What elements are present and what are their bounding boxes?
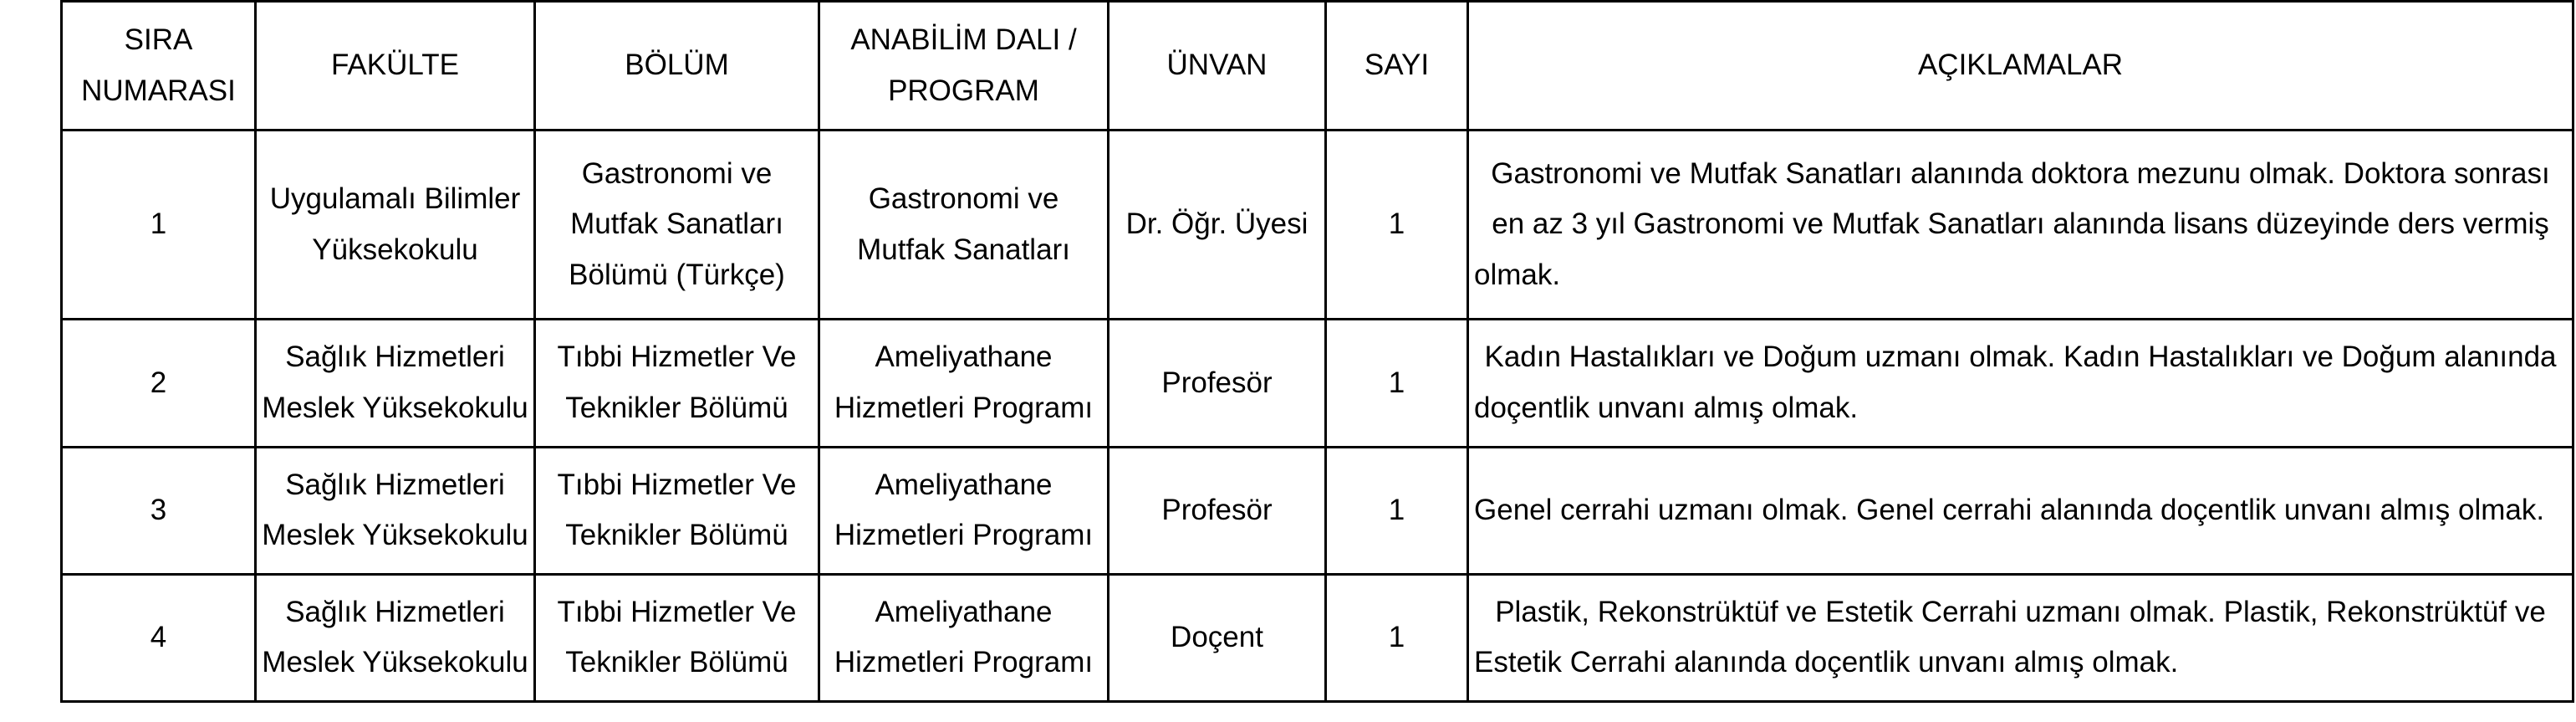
- cell-bolum: Tıbbi Hizmetler Ve Teknikler Bölümü: [535, 447, 819, 574]
- cell-aciklama: Gastronomi ve Mutfak Sanatları alanında doktora mezunu olmak. Doktora sonrası en az 3 yıl Gastronomi ve Mutfak Sanatları alanında lisans düzeyinde ders vermiş olmak.: [1468, 131, 2573, 320]
- header-sayi: SAYI: [1326, 2, 1468, 131]
- cell-fakulte: Sağlık Hizmetleri Meslek Yüksekokulu: [256, 320, 535, 447]
- cell-sayi: 1: [1326, 131, 1468, 320]
- cell-sira: 2: [62, 320, 256, 447]
- header-anabilim-dali-program: ANABİLİM DALI / PROGRAM: [819, 2, 1109, 131]
- cell-bolum: Gastronomi ve Mutfak Sanatları Bölümü (Türkçe): [535, 131, 819, 320]
- table-row: [62, 574, 2573, 701]
- table-row: [62, 320, 2573, 447]
- cell-unvan: Dr. Öğr. Üyesi: [1109, 131, 1326, 320]
- cell-sayi: 1: [1326, 574, 1468, 701]
- cell-sayi: 1: [1326, 447, 1468, 574]
- cell-aciklama: Plastik, Rekonstrüktüf ve Estetik Cerrahi uzmanı olmak. Plastik, Rekonstrüktüf ve Estetik Cerrahi alanında doçentlik unvanı almış olmak.: [1468, 574, 2573, 701]
- cell-fakulte: Uygulamalı Bilimler Yüksekokulu: [256, 131, 535, 320]
- table-row: [62, 447, 2573, 574]
- cell-anabilim: Ameliyathane Hizmetleri Programı: [819, 320, 1109, 447]
- cell-anabilim: Gastronomi ve Mutfak Sanatları: [819, 131, 1109, 320]
- cell-aciklama: Kadın Hastalıkları ve Doğum uzmanı olmak. Kadın Hastalıkları ve Doğum alanında doçentlik unvanı almış olmak.: [1468, 320, 2573, 447]
- header-fakulte: FAKÜLTE: [256, 2, 535, 131]
- header-aciklamalar: AÇIKLAMALAR: [1468, 2, 2573, 131]
- table-row: [62, 131, 2573, 320]
- header-unvan: ÜNVAN: [1109, 2, 1326, 131]
- cell-unvan: Profesör: [1109, 320, 1326, 447]
- header-bolum: BÖLÜM: [535, 2, 819, 131]
- cell-aciklama: Genel cerrahi uzmanı olmak. Genel cerrahi alanında doçentlik unvanı almış olmak.: [1468, 447, 2573, 574]
- header-sira-numarasi: SIRA NUMARASI: [62, 2, 256, 131]
- cell-sira: 1: [62, 131, 256, 320]
- cell-anabilim: Ameliyathane Hizmetleri Programı: [819, 447, 1109, 574]
- cell-sira: 3: [62, 447, 256, 574]
- cell-sira: 4: [62, 574, 256, 701]
- cell-bolum: Tıbbi Hizmetler Ve Teknikler Bölümü: [535, 574, 819, 701]
- cell-bolum: Tıbbi Hizmetler Ve Teknikler Bölümü: [535, 320, 819, 447]
- header-row: [62, 2, 2573, 131]
- cell-fakulte: Sağlık Hizmetleri Meslek Yüksekokulu: [256, 447, 535, 574]
- cell-sayi: 1: [1326, 320, 1468, 447]
- cell-unvan: Profesör: [1109, 447, 1326, 574]
- cell-anabilim: Ameliyathane Hizmetleri Programı: [819, 574, 1109, 701]
- cell-unvan: Doçent: [1109, 574, 1326, 701]
- cell-fakulte: Sağlık Hizmetleri Meslek Yüksekokulu: [256, 574, 535, 701]
- staff-positions-table: [60, 0, 2574, 703]
